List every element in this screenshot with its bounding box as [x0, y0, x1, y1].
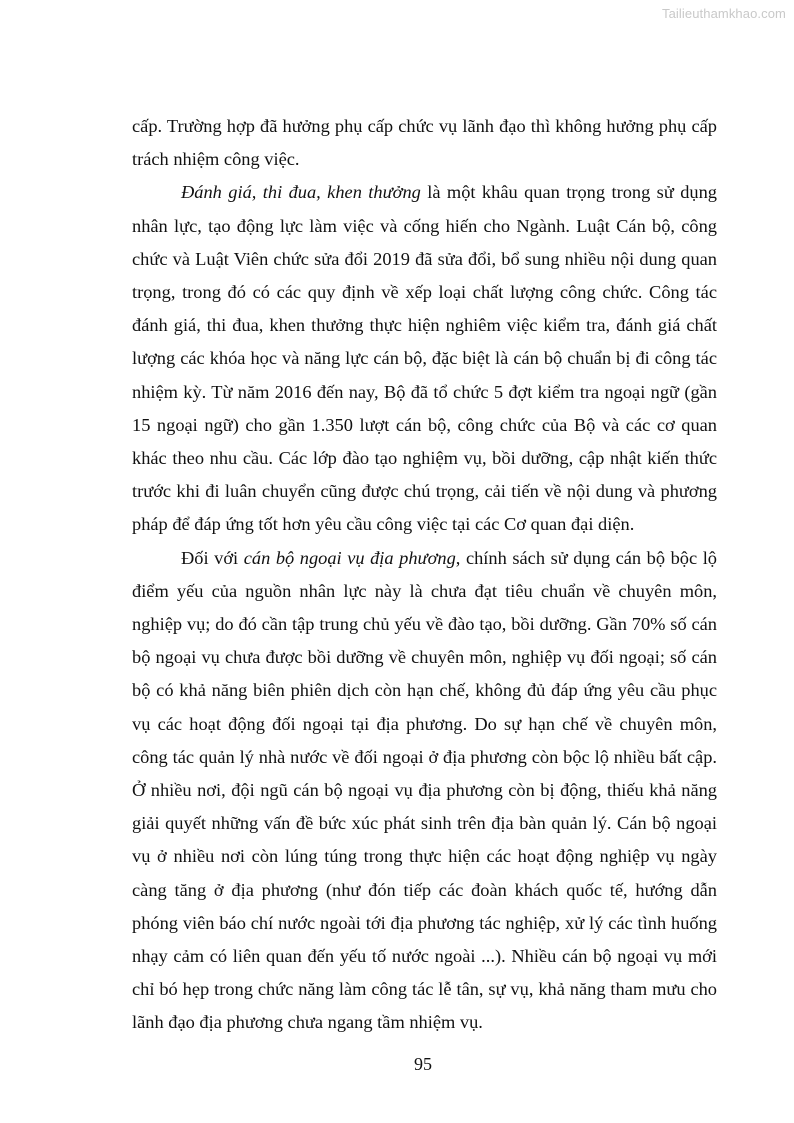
- page-number: 95: [414, 1054, 432, 1074]
- paragraph-text: cấp. Trường hợp đã hưởng phụ cấp chức vụ lãnh đạo thì không hưởng phụ cấp trách nhiệm công việc.: [132, 116, 717, 170]
- paragraph-emphasis: Đánh giá, thi đua, khen thưởng: [181, 182, 421, 203]
- paragraph-emphasis: cán bộ ngoại vụ địa phương: [243, 547, 456, 568]
- paragraph-lead-in: Đối với: [181, 547, 244, 568]
- paragraph-text: , chính sách sử dụng cán bộ bộc lộ điểm yếu của nguồn nhân lực này là chưa đạt tiêu chuẩn về chuyên môn, nghiệp vụ; do đó cần tập trung chủ yếu về đào tạo, bồi dưỡng. Gần 70% số cán bộ ngoại vụ chưa được bồi dưỡng về chuyên môn, nghiệp vụ đối ngoại; số cán bộ có khả năng biên phiên dịch còn hạn chế, không đủ đáp ứng yêu cầu phục vụ các hoạt động đối ngoại tại địa phương. Do sự hạn chế về chuyên môn, công tác quản lý nhà nước về đối ngoại ở địa phương còn bộc lộ nhiều bất cập. Ở nhiều nơi, đội ngũ cán bộ ngoại vụ địa phương còn bị động, thiếu khả năng giải quyết những vấn đề bức xúc phát sinh trên địa bàn quản lý. Cán bộ ngoại vụ ở nhiều nơi còn lúng túng trong thực hiện các hoạt động nghiệp vụ ngày càng tăng ở địa phương (như đón tiếp các đoàn khách quốc tế, hướng dẫn phóng viên báo chí nước ngoài tới địa phương tác nghiệp, xử lý các tình huống nhạy cảm có liên quan đến yếu tố nước ngoài ...). Nhiều cán bộ ngoại vụ mới chỉ bó hẹp trong chức năng làm công tác lễ tân, sự vụ, khả năng tham mưu cho lãnh đạo địa phương chưa ngang tầm nhiệm vụ.: [132, 547, 718, 1033]
- document-body: [132, 110, 717, 1040]
- paragraph-local-staff: [132, 542, 717, 1040]
- watermark: Tailieuthamkhao.com: [661, 6, 786, 21]
- paragraph-evaluation: [132, 176, 717, 541]
- paragraph-continuation: [132, 110, 717, 176]
- paragraph-text: là một khâu quan trọng trong sử dụng nhân lực, tạo động lực làm việc và cống hiến cho Ngành. Luật Cán bộ, công chức và Luật Viên chức sửa đổi 2019 đã sửa đổi, bổ sung nhiều nội dung quan trọng, trong đó có các quy định về xếp loại chất lượng công chức. Công tác đánh giá, thi đua, khen thưởng thực hiện nghiêm việc kiểm tra, đánh giá chất lượng các khóa học và năng lực cán bộ, đặc biệt là cán bộ chuẩn bị đi công tác nhiệm kỳ. Từ năm 2016 đến nay, Bộ đã tổ chức 5 đợt kiểm tra ngoại ngữ (gần 15 ngoại ngữ) cho gần 1.350 lượt cán bộ, công chức của Bộ và các cơ quan khác theo nhu cầu. Các lớp đào tạo nghiệm vụ, bồi dưỡng, cập nhật kiến thức trước khi đi luân chuyển cũng được chú trọng, cải tiến về nội dung và phương pháp để đáp ứng tốt hơn yêu cầu công việc tại các Cơ quan đại diện.: [132, 182, 717, 535]
